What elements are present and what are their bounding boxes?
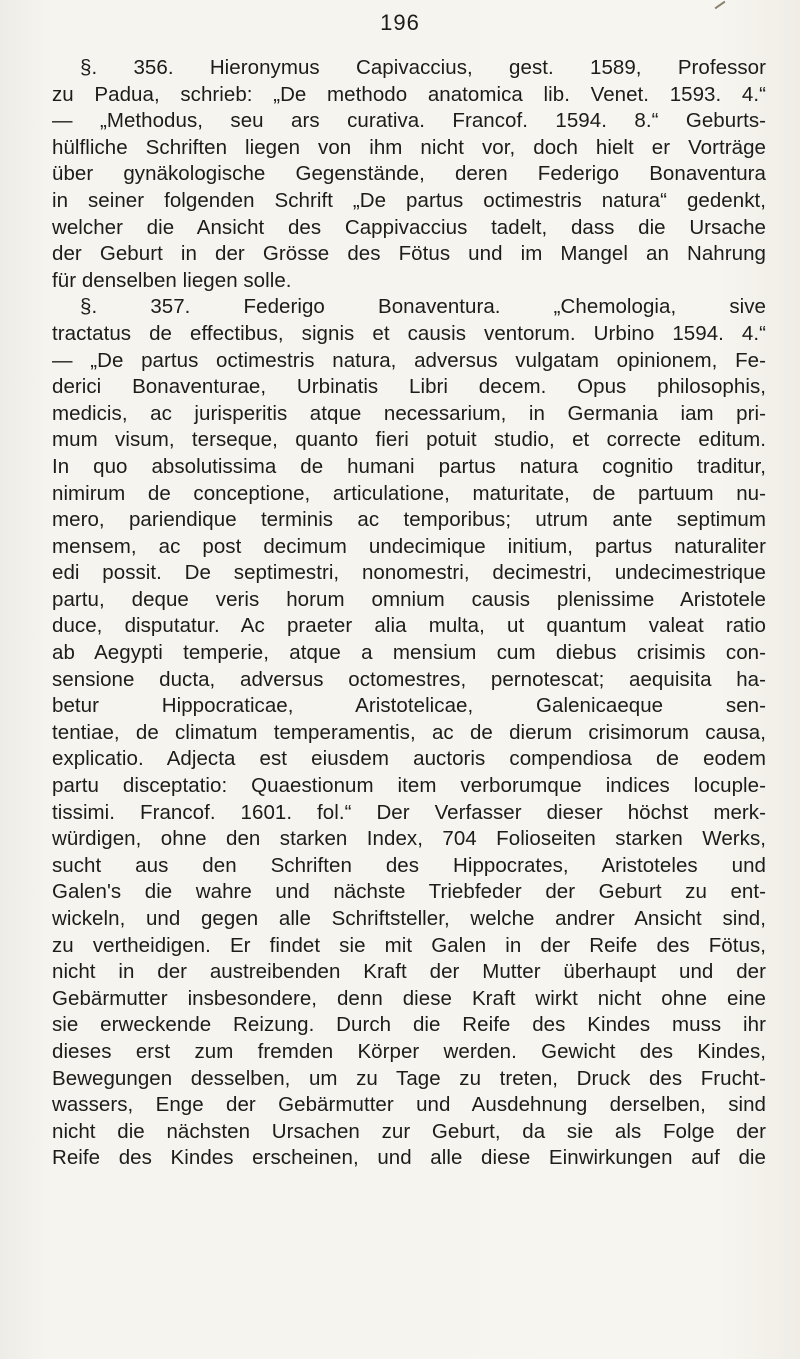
text-line: welcher die Ansicht des Cappivaccius tadelt, dass die Ursache	[52, 215, 766, 239]
text-line: — „Methodus, seu ars curativa. Francof. 1594. 8.“ Geburts-	[52, 109, 766, 133]
text-line: tractatus de effectibus, signis et causis ventorum. Urbino 1594. 4.“	[52, 321, 766, 345]
text-line: hülfliche Schriften liegen von ihm nicht vor, doch hielt er Vorträge	[52, 135, 766, 159]
text-line: tentiae, de climatum temperamentis, ac de dierum crisimorum causa,	[52, 720, 766, 744]
text-line: Galen's die wahre und nächste Triebfeder der Geburt zu ent-	[52, 880, 766, 904]
text-line: der Geburt in der Grösse des Fötus und im Mangel an Nahrung	[52, 242, 766, 266]
text-line: §. 356. Hieronymus Capivaccius, gest. 1589, Professor	[80, 56, 766, 79]
text-line: betur Hippocraticae, Aristotelicae, Galenicaeque sen-	[52, 694, 766, 718]
text-line: sucht aus den Schriften des Hippocrates, Aristoteles und	[52, 853, 766, 877]
text-line: Reife des Kindes erscheinen, und alle diese Einwirkungen auf die	[52, 1146, 766, 1170]
text-line: In quo absolutissima de humani partus natura cognitio traditur,	[52, 454, 766, 478]
text-line: ab Aegypti temperie, atque a mensium cum diebus crisimis con-	[52, 641, 766, 665]
text-line: nicht die nächsten Ursachen zur Geburt, da sie als Folge der	[52, 1119, 766, 1143]
body-text	[52, 55, 766, 1172]
text-line: explicatio. Adjecta est eiusdem auctoris compendiosa de eodem	[52, 747, 766, 771]
text-line: tissimi. Francof. 1601. fol.“ Der Verfasser dieser höchst merk-	[52, 800, 766, 824]
text-line: Gebärmutter insbesondere, denn diese Kraft wirkt nicht ohne eine	[52, 986, 766, 1010]
text-line: zu Padua, schrieb: „De methodo anatomica lib. Venet. 1593. 4.“	[52, 82, 766, 106]
text-line: in seiner folgenden Schrift „De partus octimestris natura“ gedenkt,	[52, 188, 766, 212]
text-line: medicis, ac jurisperitis atque necessarium, in Germania iam pri-	[52, 401, 766, 425]
text-line: dieses erst zum fremden Körper werden. Gewicht des Kindes,	[52, 1039, 766, 1063]
text-line: über gynäkologische Gegenstände, deren Federigo Bonaventura	[52, 162, 766, 186]
text-line: partu, deque veris horum omnium causis plenissime Aristotele	[52, 587, 766, 611]
text-line: derici Bonaventurae, Urbinatis Libri decem. Opus philosophis,	[52, 375, 766, 399]
text-line: nicht in der austreibenden Kraft der Mutter überhaupt und der	[52, 960, 766, 984]
ink-mark	[715, 1, 726, 10]
text-line: — „De partus octimestris natura, adversus vulgatam opinionem, Fe-	[52, 348, 766, 372]
text-line: mensem, ac post decimum undecimique initium, partus naturaliter	[52, 534, 766, 558]
text-line: sensione ducta, adversus octomestres, pernotescat; aequisita ha-	[52, 667, 766, 691]
text-line: wickeln, und gegen alle Schriftsteller, welche andrer Ansicht sind,	[52, 907, 766, 930]
text-line: duce, disputatur. Ac praeter alia multa, ut quantum valeat ratio	[52, 614, 766, 638]
text-line: partu disceptatio: Quaestionum item verborumque indices locuple-	[52, 774, 766, 798]
text-line: zu vertheidigen. Er findet sie mit Galen in der Reife des Fötus,	[52, 933, 766, 957]
text-line: edi possit. De septimestri, nonomestri, decimestri, undecimestrique	[52, 561, 766, 585]
text-line: mero, pariendique terminis ac temporibus; utrum ante septimum	[52, 508, 766, 532]
text-line: würdigen, ohne den starken Index, 704 Folioseiten starken Werks,	[52, 827, 766, 851]
page-number: 196	[380, 10, 420, 35]
text-line: mum visum, terseque, quanto fieri potuit studio, et correcte editum.	[52, 428, 766, 452]
text-line: §. 357. Federigo Bonaventura. „Chemologia, sive	[80, 295, 766, 319]
text-line: sie erweckende Reizung. Durch die Reife des Kindes muss ihr	[52, 1013, 766, 1037]
text-line: wassers, Enge der Gebärmutter und Ausdehnung derselben, sind	[52, 1093, 766, 1117]
text-line: nimirum de conceptione, articulatione, maturitate, de partuum nu-	[52, 481, 766, 505]
text-line: für denselben liegen solle.	[52, 268, 292, 292]
text-line: Bewegungen desselben, um zu Tage zu treten, Druck des Frucht-	[52, 1066, 766, 1090]
